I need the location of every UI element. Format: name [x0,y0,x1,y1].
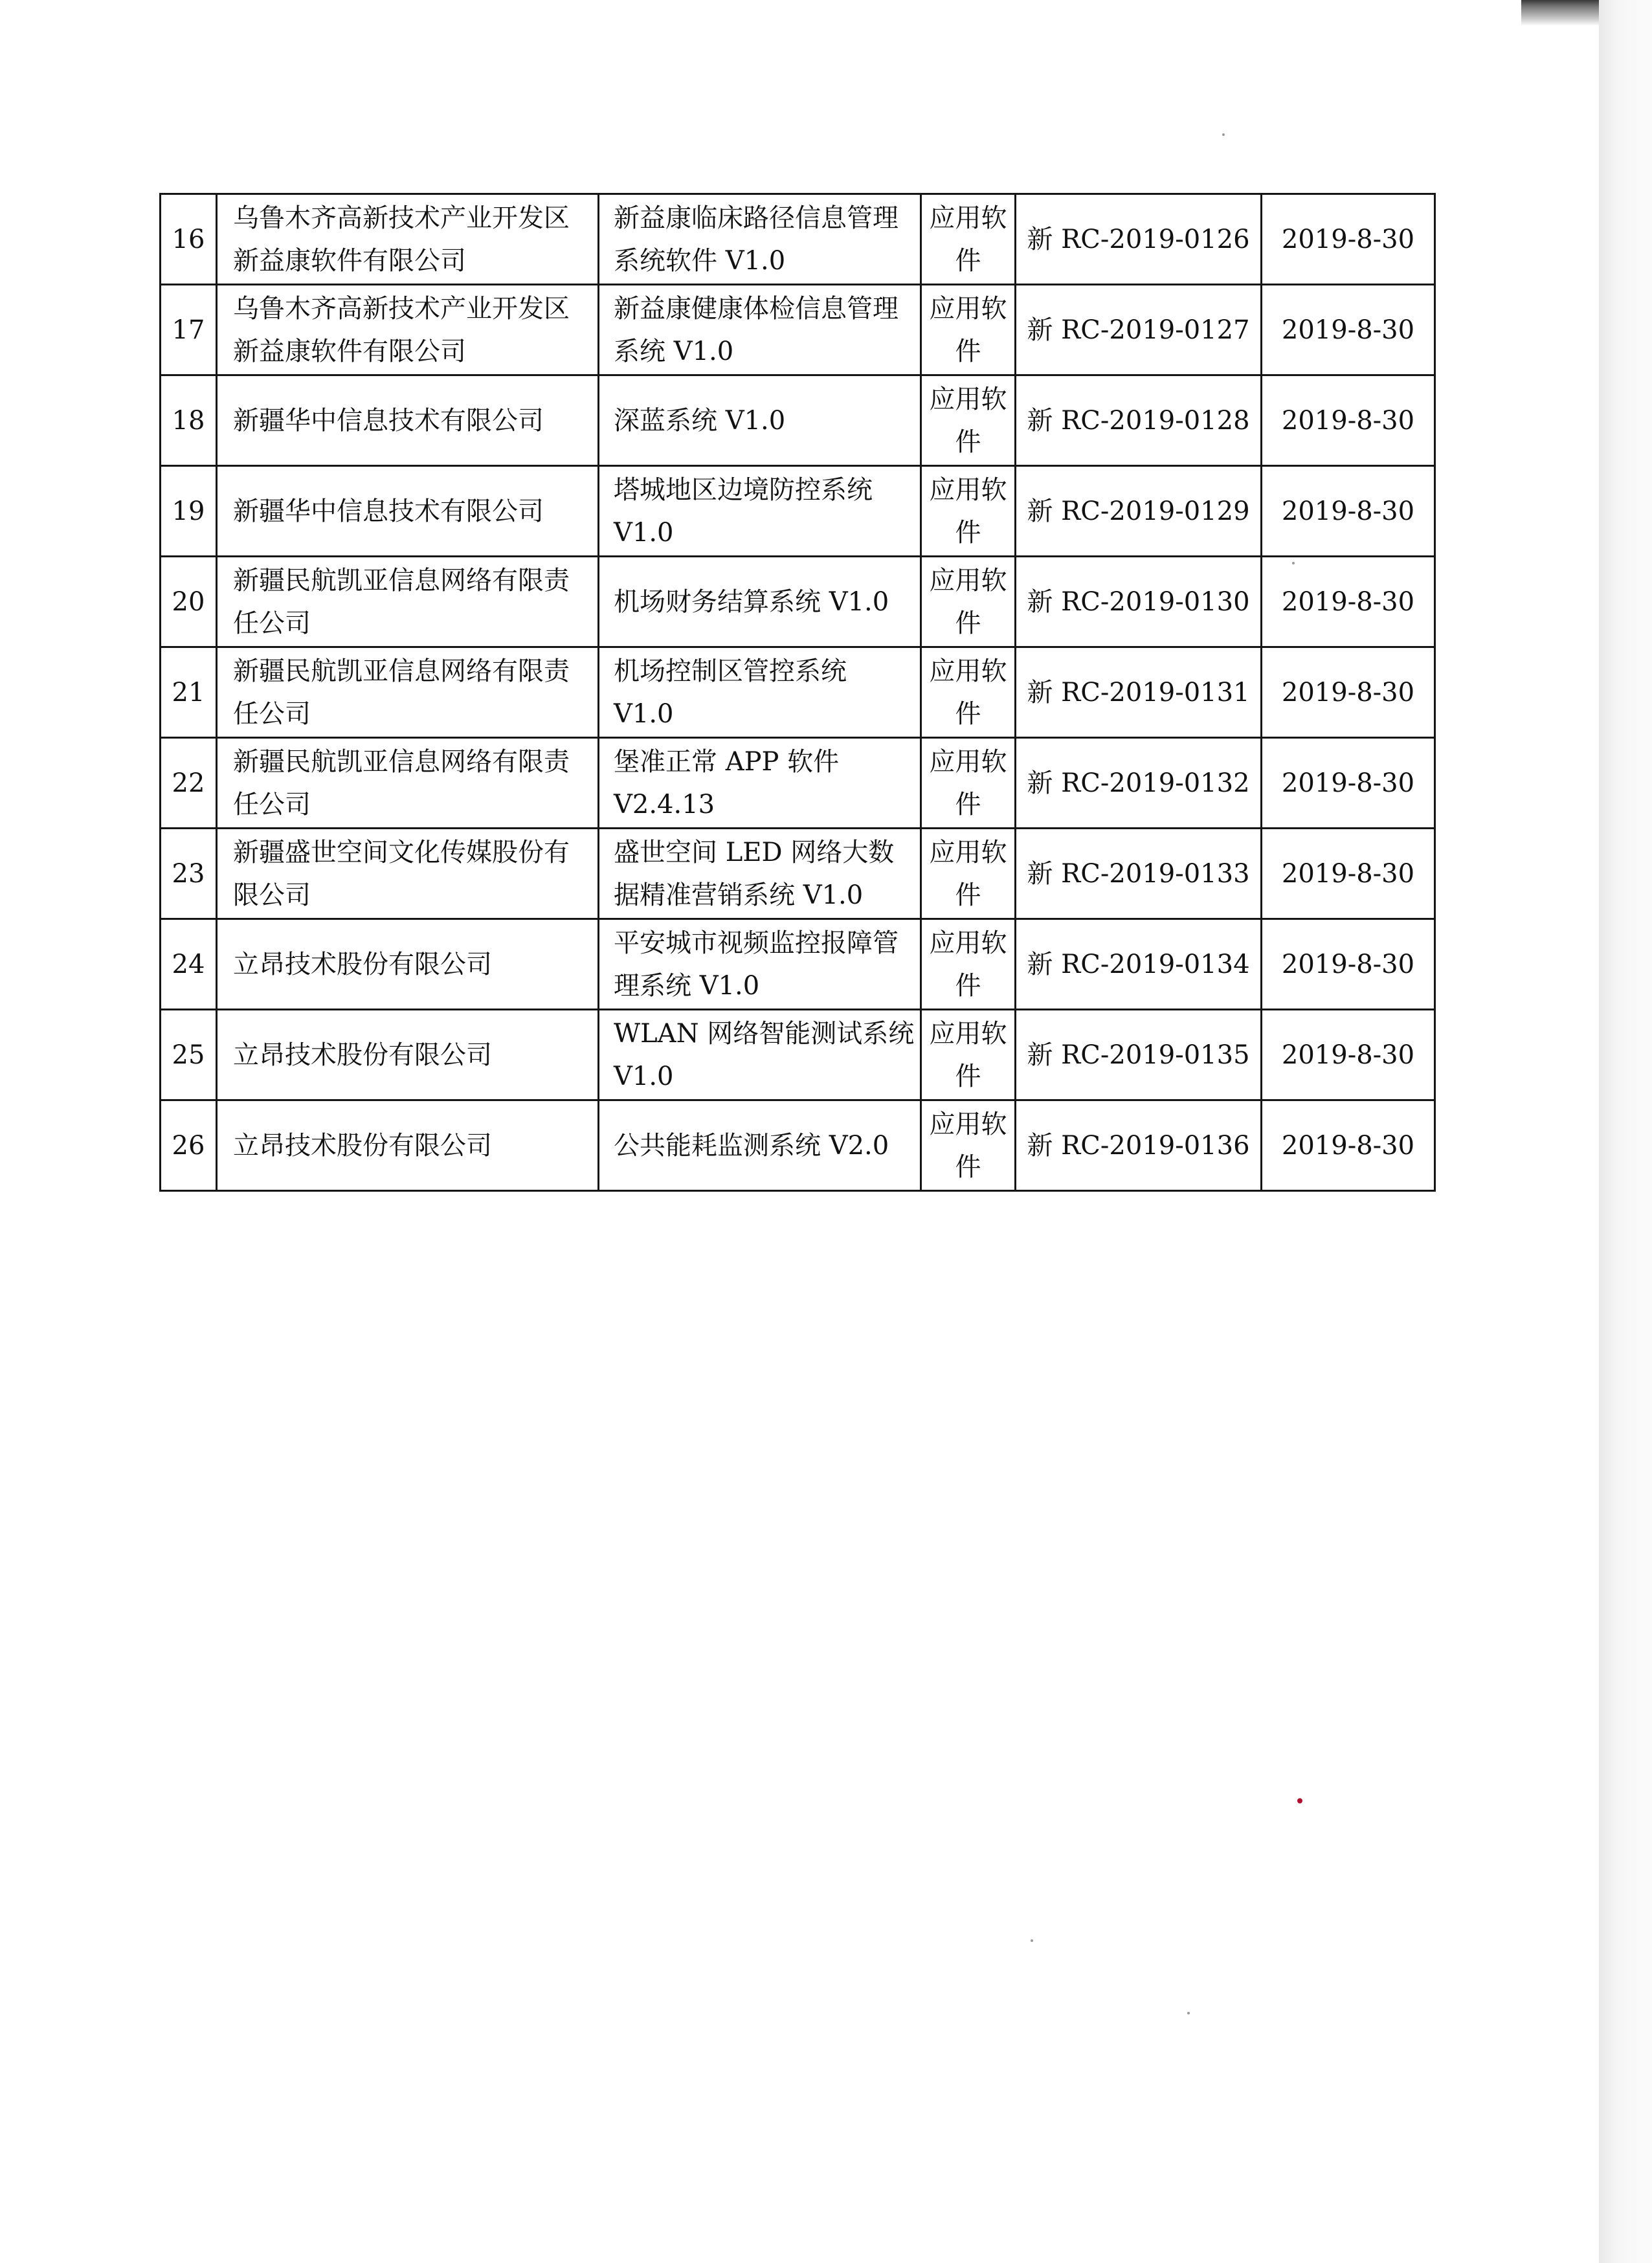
company-name: 新疆民航凯亚信息网络有限责任公司 [217,557,599,647]
row-number: 20 [161,557,217,647]
company-name: 立昂技术股份有限公司 [217,1010,599,1100]
scan-speck [1297,1798,1302,1803]
company-name: 新疆盛世空间文化传媒股份有限公司 [217,829,599,919]
registration-date: 2019-8-30 [1262,194,1435,285]
software-type: 应用软件 [921,194,1016,285]
registration-code: 新 RC-2019-0126 [1016,194,1262,285]
registration-code: 新 RC-2019-0135 [1016,1010,1262,1100]
registration-code: 新 RC-2019-0131 [1016,647,1262,738]
table-row [161,647,1435,738]
software-name: 机场财务结算系统 V1.0 [599,557,921,647]
software-type: 应用软件 [921,1010,1016,1100]
company-name: 新疆民航凯亚信息网络有限责任公司 [217,738,599,829]
software-registration-table [159,193,1436,1192]
scan-corner-shadow [1521,0,1599,26]
row-number: 25 [161,1010,217,1100]
company-name: 立昂技术股份有限公司 [217,1100,599,1191]
registration-code: 新 RC-2019-0133 [1016,829,1262,919]
software-type: 应用软件 [921,829,1016,919]
software-name: 机场控制区管控系统 V1.0 [599,647,921,738]
software-type: 应用软件 [921,647,1016,738]
registration-code: 新 RC-2019-0128 [1016,375,1262,466]
registration-date: 2019-8-30 [1262,919,1435,1010]
table-row [161,919,1435,1010]
registration-date: 2019-8-30 [1262,375,1435,466]
table-row [161,194,1435,285]
software-type: 应用软件 [921,466,1016,557]
row-number: 23 [161,829,217,919]
row-number: 24 [161,919,217,1010]
software-name: 盛世空间 LED 网络大数据精准营销系统 V1.0 [599,829,921,919]
registration-code: 新 RC-2019-0127 [1016,285,1262,375]
row-number: 18 [161,375,217,466]
registration-code: 新 RC-2019-0134 [1016,919,1262,1010]
company-name: 新疆民航凯亚信息网络有限责任公司 [217,647,599,738]
software-name: 深蓝系统 V1.0 [599,375,921,466]
software-name: 塔城地区边境防控系统 V1.0 [599,466,921,557]
software-name: WLAN 网络智能测试系统 V1.0 [599,1010,921,1100]
software-type: 应用软件 [921,1100,1016,1191]
table-row [161,557,1435,647]
software-type: 应用软件 [921,375,1016,466]
software-type: 应用软件 [921,738,1016,829]
row-number: 16 [161,194,217,285]
scan-dust [1292,562,1295,564]
software-name: 公共能耗监测系统 V2.0 [599,1100,921,1191]
software-type: 应用软件 [921,285,1016,375]
registration-date: 2019-8-30 [1262,738,1435,829]
table-row [161,829,1435,919]
row-number: 19 [161,466,217,557]
software-type: 应用软件 [921,919,1016,1010]
table-row [161,375,1435,466]
table-row [161,1100,1435,1191]
company-name: 新疆华中信息技术有限公司 [217,466,599,557]
row-number: 26 [161,1100,217,1191]
registration-date: 2019-8-30 [1262,1100,1435,1191]
row-number: 21 [161,647,217,738]
registration-code: 新 RC-2019-0136 [1016,1100,1262,1191]
registration-date: 2019-8-30 [1262,829,1435,919]
row-number: 17 [161,285,217,375]
registration-code: 新 RC-2019-0129 [1016,466,1262,557]
software-name: 新益康健康体检信息管理系统 V1.0 [599,285,921,375]
scan-dust [1222,133,1225,136]
table-row [161,285,1435,375]
registration-date: 2019-8-30 [1262,1010,1435,1100]
scan-edge-shadow [1599,0,1652,2263]
registration-date: 2019-8-30 [1262,285,1435,375]
registration-date: 2019-8-30 [1262,557,1435,647]
software-name: 堡准正常 APP 软件 V2.4.13 [599,738,921,829]
table-row [161,738,1435,829]
software-type: 应用软件 [921,557,1016,647]
registration-date: 2019-8-30 [1262,647,1435,738]
table-row [161,1010,1435,1100]
registration-date: 2019-8-30 [1262,466,1435,557]
software-name: 新益康临床路径信息管理系统软件 V1.0 [599,194,921,285]
row-number: 22 [161,738,217,829]
table-body [161,194,1435,1191]
scan-dust [1031,1939,1033,1942]
registration-code: 新 RC-2019-0130 [1016,557,1262,647]
software-name: 平安城市视频监控报障管理系统 V1.0 [599,919,921,1010]
company-name: 乌鲁木齐高新技术产业开发区新益康软件有限公司 [217,194,599,285]
registration-code: 新 RC-2019-0132 [1016,738,1262,829]
table-row [161,466,1435,557]
scan-dust [1187,2012,1190,2014]
company-name: 乌鲁木齐高新技术产业开发区新益康软件有限公司 [217,285,599,375]
company-name: 立昂技术股份有限公司 [217,919,599,1010]
company-name: 新疆华中信息技术有限公司 [217,375,599,466]
